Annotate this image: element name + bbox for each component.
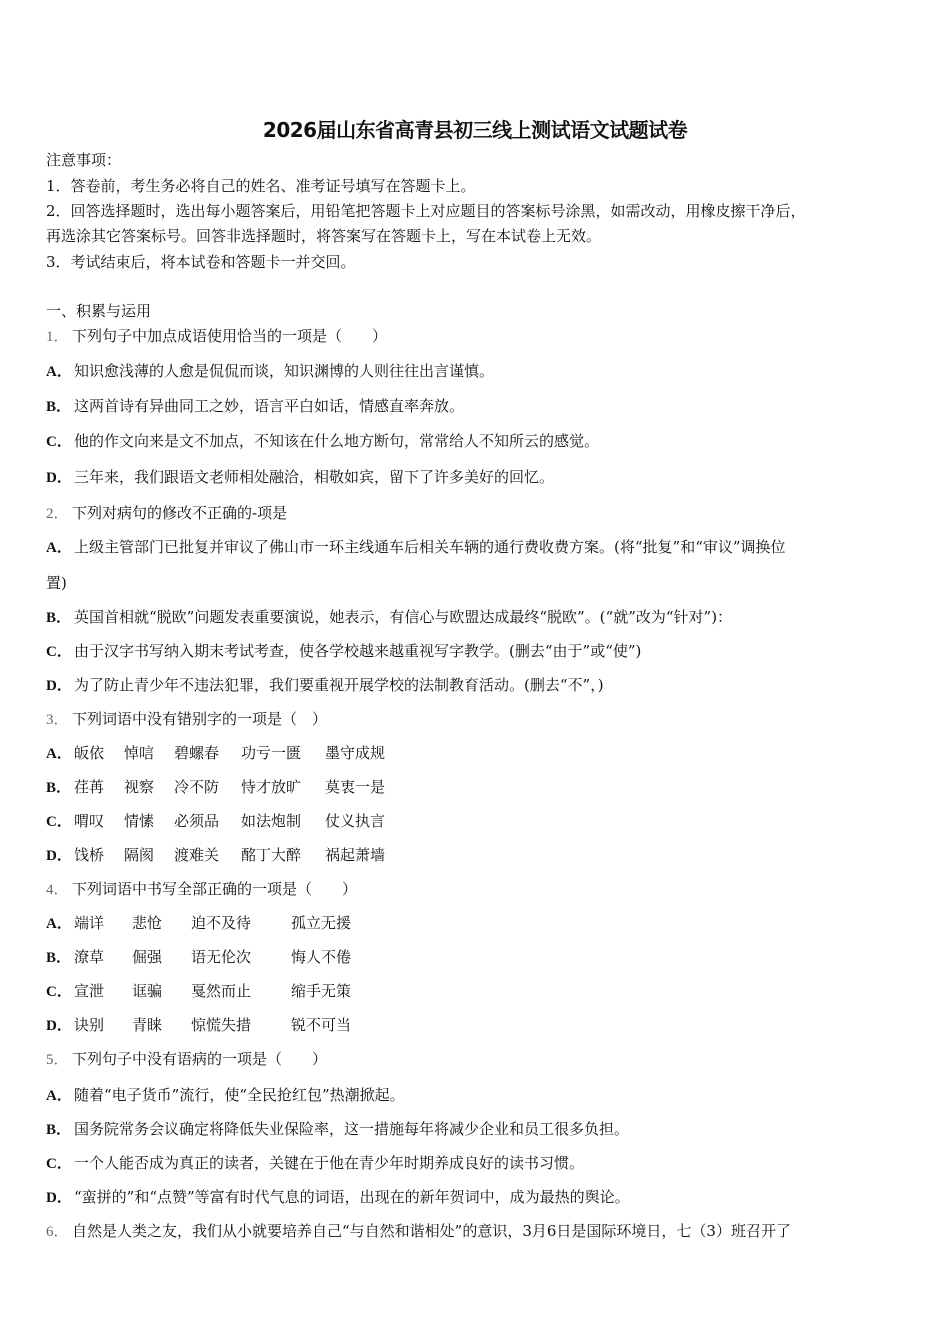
option-word: 冷不防 (174, 778, 220, 796)
option-text: 知识愈浅薄的人愈是侃侃而谈，知识渊博的人则往往出言谨慎。 (74, 362, 495, 380)
option-a (46, 361, 494, 382)
option-word: 迫不及待 (191, 914, 252, 932)
option-word: 语无伦次 (191, 948, 252, 966)
option-text: 上级主管部门已批复并审议了佛山市一环主线通车后相关车辆的通行费收费方案。(将“批复”和“审议”调换位 (74, 538, 786, 556)
option-word: 如法炮制 (241, 812, 302, 830)
question-text: 下列句子中加点成语使用恰当的一项是（ ） (72, 327, 388, 345)
option-label: C． (46, 434, 72, 450)
question-stem (46, 1221, 791, 1242)
option-word: 端详 (74, 914, 105, 932)
option-d (46, 845, 446, 865)
option-d (46, 675, 604, 696)
option-text: “蛮拼的”和“点赞”等富有时代气息的词语，出现在的新年贺词中，成为最热的舆论。 (74, 1188, 630, 1206)
option-text: 他的作文向来是文不加点，不知该在什么地方断句，常常给人不知所云的感觉。 (74, 432, 600, 450)
option-label: B． (46, 399, 72, 415)
notice-item: 3．考试结束后，将本试卷和答题卡一并交回。 (46, 253, 356, 271)
question-stem (46, 1049, 327, 1070)
question-stem (46, 879, 357, 900)
option-text: 随着“电子货币”流行，使“全民抢红包”热潮掀起。 (74, 1086, 405, 1104)
option-label: D． (46, 1190, 72, 1206)
option-word: 悲怆 (132, 914, 163, 932)
option-word: 祸起萧墙 (325, 846, 386, 864)
option-word: 孤立无援 (291, 914, 352, 932)
option-word: 戛然而止 (191, 982, 252, 1000)
notice-item: 1．答卷前，考生务必将自己的姓名、准考证号填写在答题卡上。 (46, 177, 476, 195)
option-word: 情愫 (124, 812, 155, 830)
option-label: A． (46, 746, 72, 762)
option-label: B． (46, 780, 72, 796)
question-text: 下列词语中没有错别字的一项是（ ） (72, 710, 328, 728)
option-word: 隔阂 (124, 846, 155, 864)
option-c (46, 981, 446, 1001)
question-stem (46, 326, 387, 347)
option-word: 潦草 (74, 948, 105, 966)
option-word: 仗义执言 (325, 812, 386, 830)
question-text: 下列句子中没有语病的一项是（ ） (72, 1050, 328, 1068)
option-label: C． (46, 984, 72, 1000)
option-word: 惊慌失措 (191, 1016, 252, 1034)
option-a (46, 537, 786, 558)
option-word: 诀别 (74, 1016, 105, 1034)
option-text: 这两首诗有异曲同工之妙，语言平白如话，情感直率奔放。 (74, 397, 465, 415)
question-number: 1． (46, 329, 69, 345)
option-d (46, 467, 554, 488)
notice-item: 再选涂其它答案标号。回答非选择题时，将答案写在答题卡上，写在本试卷上无效。 (46, 227, 602, 245)
option-text: 为了防止青少年不违法犯罪，我们要重视开展学校的法制教育活动。(删去“不”，) (74, 676, 604, 694)
option-word: 诓骗 (132, 982, 163, 1000)
option-word: 碧螺春 (174, 744, 220, 762)
option-word: 倔强 (132, 948, 163, 966)
option-label: B． (46, 1122, 72, 1138)
option-a (46, 743, 446, 763)
option-word: 恃才放旷 (241, 778, 302, 796)
option-word: 饯桥 (74, 846, 105, 864)
option-word: 必须品 (174, 812, 220, 830)
question-number: 5． (46, 1052, 69, 1068)
question-text: 下列对病句的修改不正确的-项是 (72, 504, 288, 522)
option-label: C． (46, 1156, 72, 1172)
option-b (46, 396, 464, 417)
option-b (46, 947, 446, 967)
option-label: D． (46, 678, 72, 694)
option-label: D． (46, 470, 72, 486)
question-number: 3． (46, 712, 69, 728)
option-label: A． (46, 916, 72, 932)
option-text: 三年来，我们跟语文老师相处融洽，相敬如宾，留下了许多美好的回忆。 (74, 468, 555, 486)
notice-heading: 注意事项： (46, 151, 122, 169)
question-stem (46, 503, 287, 524)
question-text: 下列词语中书写全部正确的一项是（ ） (72, 880, 358, 898)
option-label: A． (46, 364, 72, 380)
option-a (46, 913, 446, 933)
option-label: D． (46, 848, 72, 864)
option-text: 国务院常务会议确定将降低失业保险率，这一措施每年将减少企业和员工很多负担。 (74, 1120, 630, 1138)
question-stem (46, 709, 327, 730)
option-b (46, 607, 732, 628)
option-c (46, 1153, 584, 1174)
option-label: C． (46, 814, 72, 830)
option-word: 青睐 (132, 1016, 163, 1034)
option-d (46, 1187, 630, 1208)
option-word: 喟叹 (74, 812, 105, 830)
question-number: 4． (46, 882, 69, 898)
option-word: 功亏一匮 (241, 744, 302, 762)
option-word: 缩手无策 (291, 982, 352, 1000)
option-label: A． (46, 1088, 72, 1104)
option-word: 宣泄 (74, 982, 105, 1000)
option-word: 锐不可当 (291, 1016, 352, 1034)
option-word: 视察 (124, 778, 155, 796)
option-label: C． (46, 644, 72, 660)
option-text: 由于汉字书写纳入期末考试考查，使各学校越来越重视写字教学。(删去“由于”或“使”) (74, 642, 642, 660)
option-a (46, 1085, 405, 1106)
question-number: 2． (46, 506, 69, 522)
notice-item: 2．回答选择题时，选出每小题答案后，用铅笔把答题卡上对应题目的答案标号涂黑，如需改动，用橡皮擦干净后， (46, 202, 806, 220)
option-c (46, 641, 641, 662)
option-word: 悼唁 (124, 744, 155, 762)
option-word: 皈依 (74, 744, 105, 762)
option-b (46, 1119, 629, 1140)
option-d (46, 1015, 446, 1035)
option-word: 酩丁大醉 (241, 846, 302, 864)
option-c (46, 431, 599, 452)
section-heading: 一、积累与运用 (46, 302, 152, 320)
option-word: 渡难关 (174, 846, 220, 864)
option-word: 墨守成规 (325, 744, 386, 762)
option-text: 一个人能否成为真正的读者，关键在于他在青少年时期养成良好的读书习惯。 (74, 1154, 585, 1172)
option-label: D． (46, 1018, 72, 1034)
option-word: 荏苒 (74, 778, 105, 796)
option-label: B． (46, 610, 72, 626)
option-b (46, 777, 446, 797)
option-continuation: 置) (46, 574, 67, 592)
option-word: 莫衷一是 (325, 778, 386, 796)
option-c (46, 811, 446, 831)
option-word: 悔人不倦 (291, 948, 352, 966)
question-text: 自然是人类之友，我们从小就要培养自己“与自然和谐相处”的意识，3月6日是国际环境日，七（3）班召开了 (72, 1222, 791, 1240)
option-label: A． (46, 540, 72, 556)
option-text: 英国首相就“脱欧”问题发表重要演说，她表示，有信心与欧盟达成最终“脱欧”。(“就”改为“针对”)： (74, 608, 733, 626)
option-label: B． (46, 950, 72, 966)
question-number: 6． (46, 1224, 69, 1240)
page-title: 2026届山东省高青县初三线上测试语文试题试卷 (262, 118, 688, 142)
